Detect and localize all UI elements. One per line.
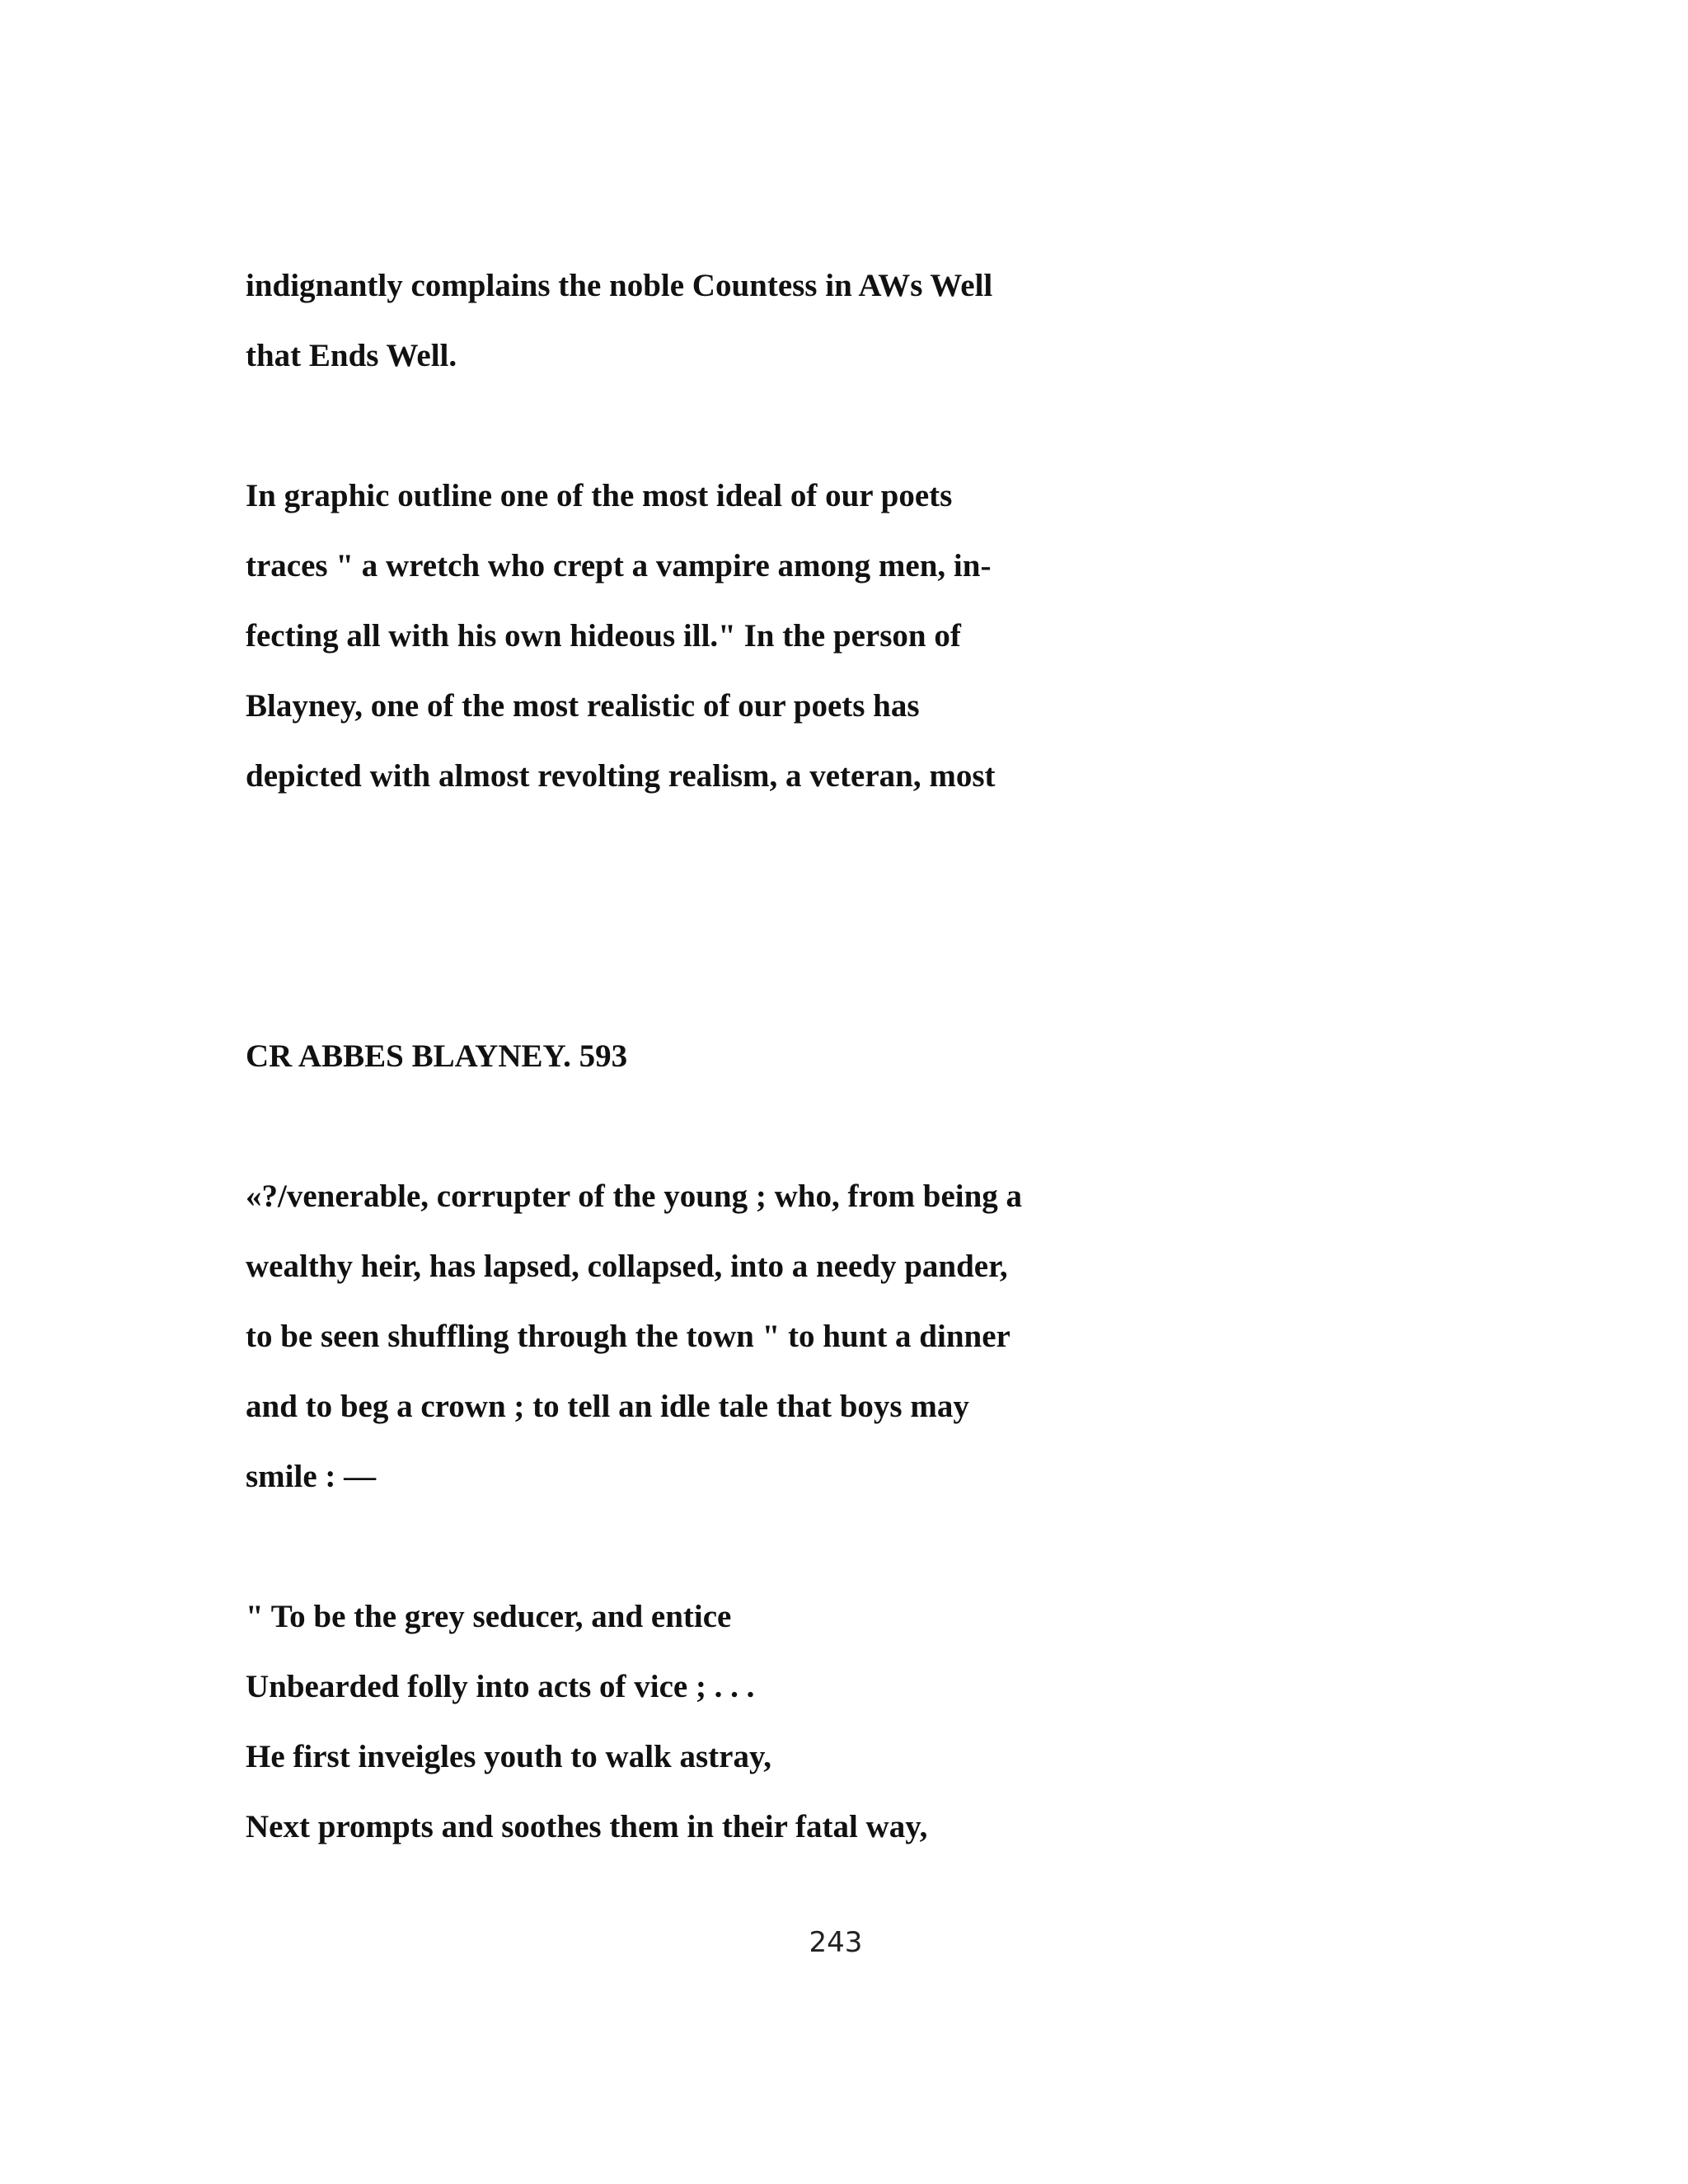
text-line: wealthy heir, has lapsed, collapsed, into a needy pander, bbox=[246, 1249, 1008, 1284]
verse-line: Next prompts and soothes them in their fatal way, bbox=[246, 1809, 928, 1844]
verse-line: " To be the grey seducer, and entice bbox=[246, 1599, 732, 1634]
text-line: depicted with almost revolting realism, a veteran, most bbox=[246, 758, 996, 794]
text-line: smile : — bbox=[246, 1459, 377, 1494]
text-line: fecting all with his own hideous ill." In the person of bbox=[246, 618, 961, 654]
text-line: that Ends Well. bbox=[246, 338, 457, 373]
text-line: Blayney, one of the most realistic of our poets has bbox=[246, 688, 920, 724]
text-line: to be seen shuffling through the town " to hunt a dinner bbox=[246, 1319, 1010, 1354]
page-number: 243 bbox=[809, 1926, 863, 1959]
verse-line: Unbearded folly into acts of vice ; . . . bbox=[246, 1669, 755, 1704]
text-line: and to beg a crown ; to tell an idle tale that boys may bbox=[246, 1389, 969, 1424]
text-line: indignantly complains the noble Countess in AWs Well bbox=[246, 268, 993, 303]
running-header: CR ABBES BLAYNEY. 593 bbox=[246, 1038, 628, 1074]
text-line: In graphic outline one of the most ideal of our poets bbox=[246, 478, 953, 513]
text-line: «?/venerable, corrupter of the young ; who, from being a bbox=[246, 1179, 1023, 1214]
verse-line: He first inveigles youth to walk astray, bbox=[246, 1739, 772, 1774]
text-line: traces " a wretch who crept a vampire among men, in- bbox=[246, 548, 992, 583]
